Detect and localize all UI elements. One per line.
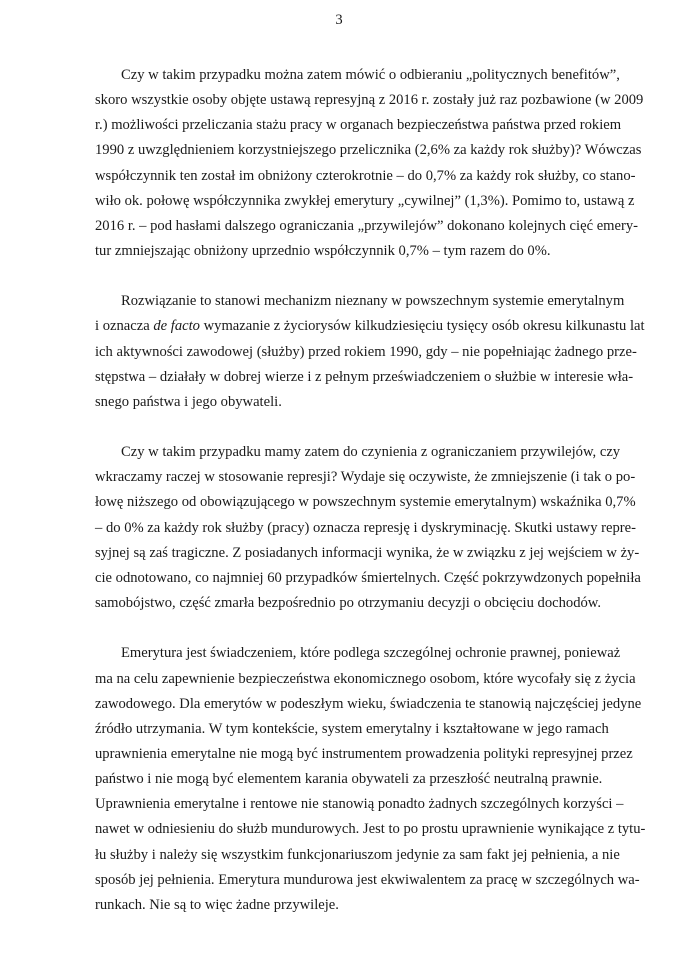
paragraph [95,63,644,264]
text-line: zawodowego. Dla emerytów w podeszłym wieku, świadczenia te stanowią najczęściej jedyne [95,695,642,712]
text-line: stępstwa – działały w dobrej wierze i z pełnym przeświadczeniem o służbie w interesie wła- [95,368,634,385]
text-line: Rozwiązanie to stanowi mechanizm nieznany w powszechnym systemie emerytalnym [121,293,625,310]
text-line: 1990 z uwzględnieniem korzystniejszego przelicznika (2,6% za każdy rok służby)? Wówczas [95,142,642,159]
text-line: ma na celu zapewnienie bezpieczeństwa ekonomicznego osobom, które wycofały się z życia [95,670,636,687]
text-line: źródło utrzymania. W tym kontekście, system emerytalny i kształtowane w jego ramach [95,720,609,737]
text-line: państwo i nie mogą być elementem karania obywateli za przeszłość neutralną prawnie. [95,771,603,788]
text-line: uprawnienia emerytalne nie mogą być instrumentem prowadzenia polityki represyjnej przez [95,745,633,762]
italic-phrase: de facto [153,318,200,335]
text-line: cie odnotowano, co najmniej 60 przypadków śmiertelnych. Część pokrzywdzonych popełniła [95,569,641,586]
document-body [95,63,646,943]
text-line: Czy w takim przypadku mamy zatem do czynienia z ograniczaniem przywilejów, czy [121,444,621,461]
text-line: Czy w takim przypadku można zatem mówić o odbieraniu „politycznych benefitów”, [121,67,620,83]
text-line: ich aktywności zawodowej (służby) przed rokiem 1990, gdy – nie popełniając żadnego prze- [95,343,637,360]
text-line: skoro wszystkie osoby objęte ustawą represyjną z 2016 r. zostały już raz pozbawione (w 2009 [95,92,644,109]
text-segment: i oznacza [95,318,154,335]
text-line: Uprawnienia emerytalne i rentowe nie stanowią ponadto żadnych szczególnych korzyści – [95,796,624,813]
text-line: tur zmniejszając obniżony uprzednio współczynnik 0,7% – tym razem do 0%. [95,242,551,259]
text-line: łu służby i należy się wszystkim funkcjonariuszom jedynie za sam fakt jej pełnienia, a nie [95,846,620,863]
paragraph [95,641,646,918]
text-line: snego państwa i jego obywateli. [95,393,282,410]
text-line: syjnej są zaś tragiczne. Z posiadanych informacji wynika, że w związku z jej wejściem w ży- [95,544,640,561]
text-line: Emerytura jest świadczeniem, które podlega szczególnej ochronie prawnej, ponieważ [121,645,621,662]
text-line: współczynnik ten został im obniżony czterokrotnie – do 0,7% za każdy rok służby, co stano- [95,167,636,184]
paragraph [95,289,645,415]
text-line: – do 0% za każdy rok służby (pracy) oznacza represję i dyskryminację. Skutki ustawy repre- [95,519,636,536]
text-line: wkraczamy raczej w stosowanie represji? Wydaje się oczywiste, że zmniejszenie (i tak o po- [95,469,636,486]
text-segment: wymazanie z życiorysów kilkudziesięciu tysięcy osób okresu kilkunastu lat [199,318,645,335]
text-line: wiło ok. połowę współczynnika zwykłej emerytury „cywilnej” (1,3%). Pomimo to, ustawą z [95,192,635,209]
page-number: 3 [335,12,343,28]
text-line: łowę niższego od obowiązującego w powszechnym systemie emerytalnym) wskaźnika 0,7% [95,494,636,511]
text-line: sposób jej pełnienia. Emerytura mundurowa jest ekwiwalentem za pracę w szczególnych wa- [95,871,640,888]
text-line: r.) możliwości przeliczania stażu pracy w organach bezpieczeństwa państwa przed rokiem [95,117,622,134]
text-line: 2016 r. – pod hasłami dalszego ograniczania „przywilejów” dokonano kolejnych cięć emery- [95,217,639,234]
text-line [95,314,645,339]
text-line: samobójstwo, część zmarła bezpośrednio po otrzymaniu decyzji o obcięciu dochodów. [95,595,602,612]
text-line: runkach. Nie są to więc żadne przywileje. [95,896,339,913]
text-line: nawet w odniesieniu do służb mundurowych. Jest to po prostu uprawnienie wynikające z tytu- [95,821,646,838]
paragraph [95,440,641,616]
